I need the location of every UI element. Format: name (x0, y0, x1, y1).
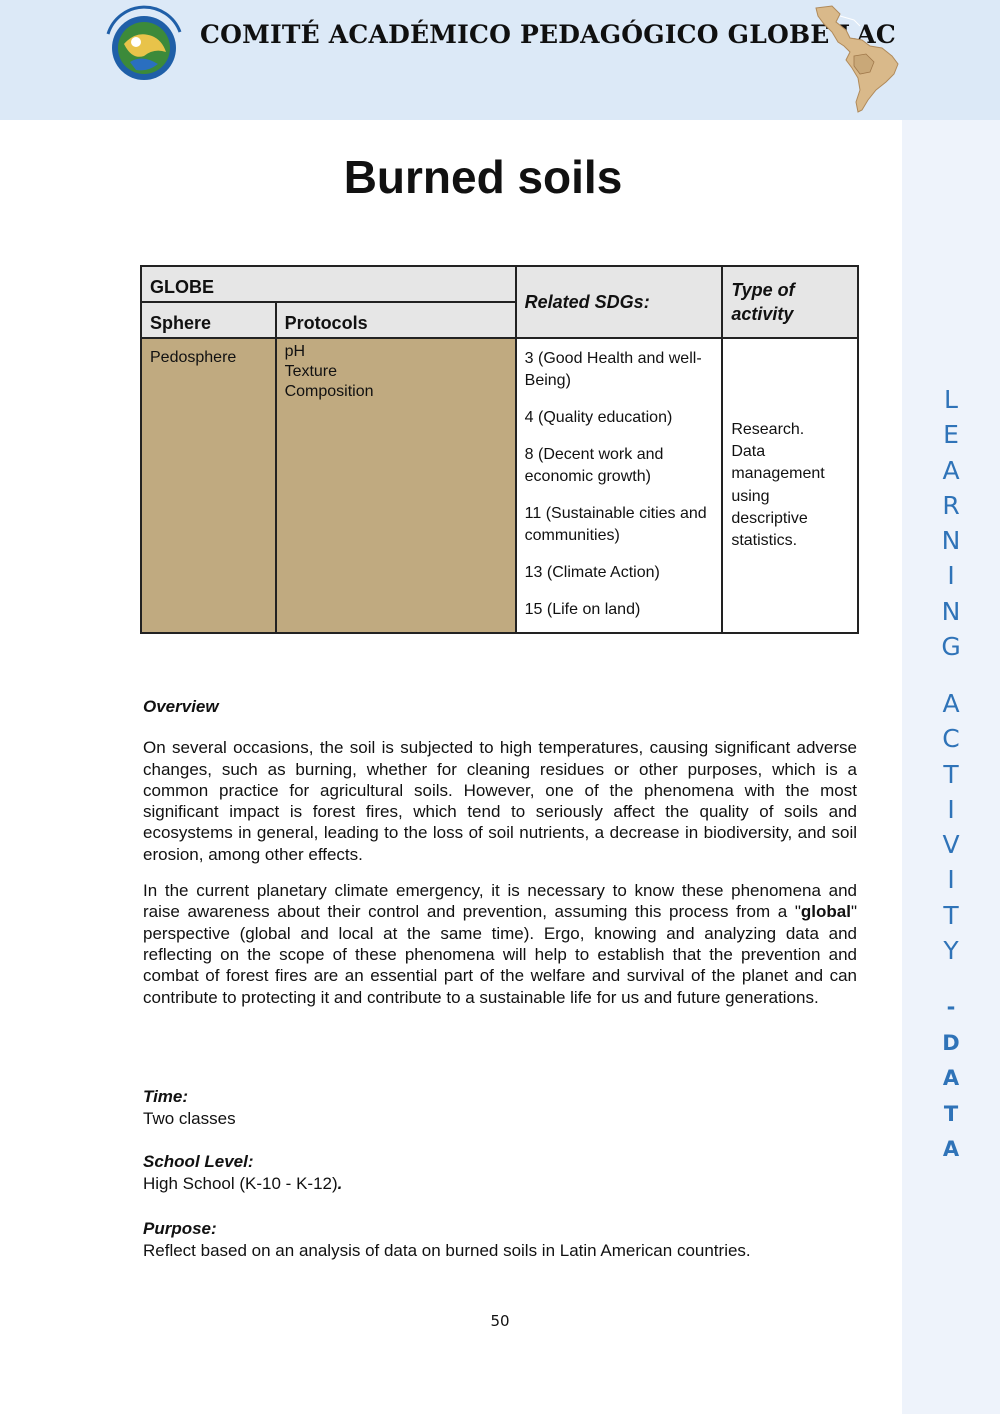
time-section (143, 1086, 857, 1129)
sidebar-letter: L (944, 385, 958, 414)
sdg-item: 8 (Decent work and economic growth) (524, 446, 664, 485)
overview-text: In the current planetary climate emergency, it is necessary to know these phenomena and raise awareness about their control and prevention, assuming this process from a " (143, 881, 857, 922)
overview-text: " perspective (global and local at the same time). Ergo, knowing and analyzing data and reflecting on the scope of these phenomena will help to establish that the prevention and combat of forest fires are an essential part of the welfare and survival of the planet and can contribute to protecting it and contribute to a sustainable life for us and future generations. (143, 902, 857, 1007)
sidebar-letter: A (942, 689, 960, 718)
emphasis-global: global (800, 902, 851, 922)
sidebar-letter: C (942, 724, 960, 754)
sidebar-letter: N (941, 596, 961, 626)
sdg-cell (516, 338, 723, 633)
activity-line: statistics. (731, 532, 798, 550)
sidebar-letter: V (942, 830, 960, 860)
purpose-value: Reflect based on an analysis of data on burned soils in Latin American countries. (143, 1240, 751, 1260)
school-level-value-line (143, 1173, 857, 1195)
sdg-item: 15 (Life on land) (524, 601, 641, 618)
sidebar-word-data (902, 990, 1000, 1168)
sdg-item: 4 (Quality education) (524, 409, 673, 426)
overview-section (143, 696, 857, 1023)
sidebar-letter: T (943, 900, 959, 930)
sidebar-letter: I (947, 561, 955, 591)
activity-info-table (140, 265, 859, 634)
purpose-section (143, 1218, 857, 1261)
protocols-cell (276, 338, 516, 633)
school-level-suffix: . (337, 1173, 343, 1193)
sidebar-letter: E (943, 420, 959, 450)
sdg-item: 13 (Climate Action) (524, 564, 660, 581)
activity-line: descriptive (731, 509, 808, 527)
sidebar-word-activity (902, 686, 1000, 968)
activity-line: using (731, 487, 770, 505)
sidebar-letter: I (947, 794, 955, 824)
header-title: COMITÉ ACADÉMICO PEDAGÓGICO GLOBE LAC (200, 20, 896, 49)
activity-line: Data (731, 442, 766, 460)
sphere-cell: Pedosphere (141, 338, 276, 633)
sdg-item: 11 (Sustainable cities and communities) (524, 505, 707, 544)
sidebar-letter: Y (943, 936, 959, 966)
sidebar-letter: I (947, 865, 955, 895)
school-level-label: School Level: (143, 1152, 254, 1171)
activity-header: Type of activity (722, 266, 858, 338)
sidebar-letter: A (942, 455, 960, 485)
protocol-item: Texture (284, 363, 338, 380)
overview-paragraph-1: On several occasions, the soil is subjected to high temperatures, causing significant adverse changes, such as burning, whether for cleaning residues or other purposes, which is a common practice for agricultural soils. However, one of the phenomena with the most significant impact is forest fires, which tend to seriously affect the quality of soils and ecosystems in general, leading to the loss of soil nutrients, a decrease in biodiversity, and soil erosion, among other effects. (143, 738, 857, 864)
protocol-item: Composition (284, 383, 374, 400)
sidebar-letter: G (941, 632, 961, 662)
sidebar-letter: T (943, 1101, 959, 1126)
latin-america-map (810, 2, 905, 114)
sidebar-letter: A (942, 1137, 960, 1161)
sidebar-letter: D (942, 1030, 960, 1055)
time-value: Two classes (143, 1108, 236, 1128)
protocols-header: Protocols (276, 302, 516, 338)
school-level-value: High School (K-10 - K-12) (143, 1173, 338, 1193)
sidebar-letter: N (941, 526, 961, 556)
sdg-item: 3 (Good Health and well-Being) (524, 350, 702, 389)
page-title: Burned soils (343, 151, 623, 203)
time-label: Time: (143, 1087, 189, 1106)
globe-header: GLOBE (141, 266, 516, 302)
activity-line: management (731, 465, 825, 483)
globe-program-logo (96, 4, 192, 84)
sidebar-letter: T (943, 759, 959, 789)
sidebar-word-learning (902, 382, 1000, 664)
sidebar-letter: - (946, 995, 956, 1019)
sidebar-letter: A (942, 1066, 960, 1090)
page-number: 50 (490, 1312, 510, 1330)
sdg-header: Related SDGs: (516, 266, 723, 338)
sphere-header: Sphere (141, 302, 276, 338)
activity-cell (722, 338, 858, 633)
purpose-label: Purpose: (143, 1219, 217, 1238)
overview-paragraph-2 (143, 880, 857, 1008)
protocol-item: pH (284, 343, 306, 360)
sidebar-letter: R (942, 490, 960, 520)
activity-line: Research. (731, 420, 805, 438)
school-level-section (143, 1151, 857, 1194)
overview-label: Overview (143, 697, 219, 716)
